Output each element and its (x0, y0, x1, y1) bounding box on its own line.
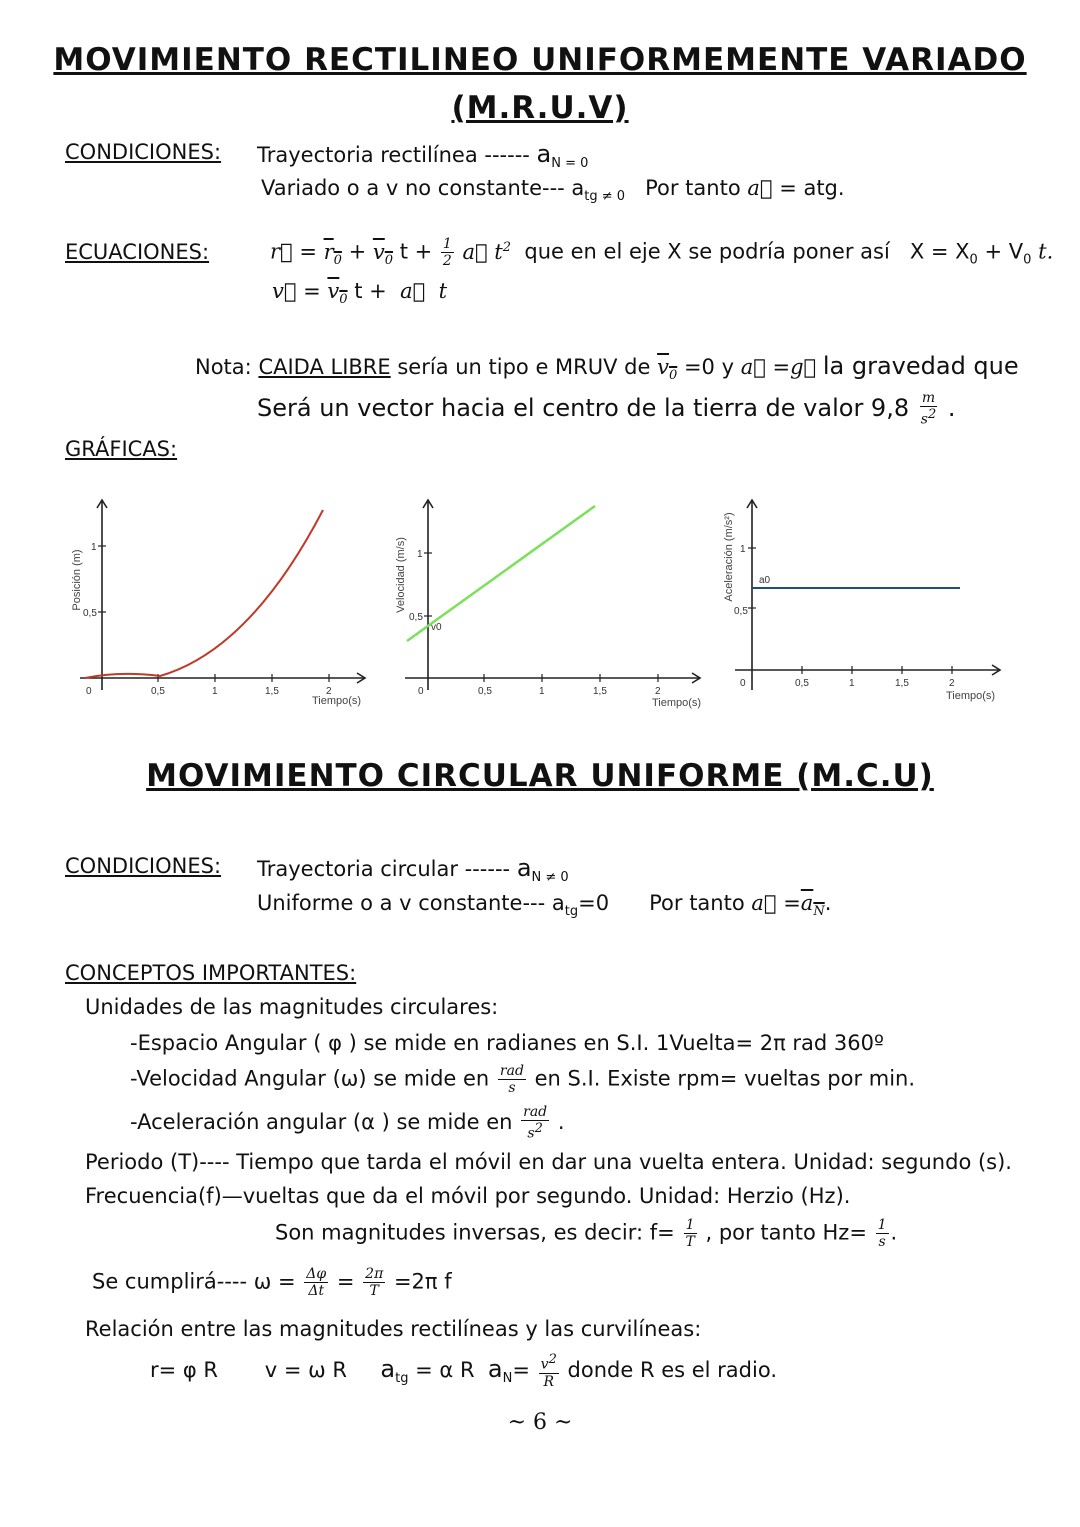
g2-xtick-2: 2 (655, 686, 661, 697)
g2-xtick-1: 1 (539, 686, 545, 697)
g1-xtick-1: 1 (212, 686, 218, 697)
g3-xtick-1: 1 (849, 678, 855, 689)
mruv-nota: Nota: CAIDA LIBRE sería un tipo e MRUV de $v_0 =0$ y a⃗ =g⃗ la gravedad que (195, 352, 1019, 384)
g1-xtick-2: 2 (326, 686, 332, 697)
mruv-subtitle: (M.R.U.V) (451, 90, 629, 126)
cumplira-text: Se cumplirá---- ω = $\frac{\Delta\varphi}{\Delta t}$ = $\frac{2\pi}{T}$ =2π f (92, 1266, 452, 1299)
mruv-condition-2: Variado o a v no constante--- $a_{tg \ne 0}$ Por tanto a⃗ = atg. (261, 176, 845, 205)
mcu-condition-2: Uniforme o a v constante--- $a_{tg}=0$ Por tanto a⃗ $=a_N$. (257, 891, 832, 920)
g1-ytick-05: 0,5 (83, 608, 97, 619)
g3-xtick-2: 2 (949, 678, 955, 689)
mruv-equation-velocity: v⃗ = $v_0$ t + a⃗ t (272, 279, 448, 308)
g2-v0-label: v0 (431, 622, 442, 633)
mcu-title: MOVIMIENTO CIRCULAR UNIFORME (M.C.U) (146, 758, 934, 794)
mruv-title: MOVIMIENTO RECTILINEO UNIFORMEMENTE VARIADO (53, 42, 1027, 78)
graph-velocity (380, 490, 710, 724)
g1-xtick-05: 0,5 (151, 686, 165, 697)
g2-ytick-1: 1 (417, 549, 423, 560)
g3-ytick-05: 0,5 (734, 606, 748, 617)
conceptos-label: CONCEPTOS IMPORTANTES: (65, 961, 357, 985)
graficas-label: GRÁFICAS: (65, 437, 178, 461)
g1-xtick-0: 0 (86, 686, 92, 697)
g3-ytick-1: 1 (740, 544, 746, 555)
graph-acceleration (710, 490, 1030, 724)
g2-xtick-05: 0,5 (478, 686, 492, 697)
periodo-text: Periodo (T)---- Tiempo que tarda el móvil en dar una vuelta entera. Unidad: segundo (s). (85, 1150, 1012, 1174)
g1-ylabel: Posición (m) (71, 549, 83, 611)
g2-ylabel: Velocidad (m/s) (395, 537, 407, 613)
mruv-condiciones-label: CONDICIONES: (65, 140, 222, 164)
g1-xtick-15: 1,5 (265, 686, 279, 697)
mruv-condition-1: Trayectoria rectilínea ------ $a_{N = 0}$ (257, 140, 589, 172)
g3-xlabel: Tiempo(s) (946, 690, 996, 702)
relacion-formulas: r= φ R v = ω R $a_{tg} = \alpha$ R $a_N=$ $\frac{v^2}{R}$ donde R es el radio. (150, 1352, 777, 1390)
g3-xtick-0: 0 (740, 678, 746, 689)
g2-xtick-0: 0 (418, 686, 424, 697)
unidades-text: Unidades de las magnitudes circulares: (85, 995, 499, 1019)
mruv-nota-line-2: Será un vector hacia el centro de la tierra de valor 9,8 $\frac{m}{s^2}$ . (257, 390, 956, 428)
mcu-condition-1: Trayectoria circular ------ $a_{N \ne 0}$ (257, 854, 569, 886)
velocidad-angular-text: -Velocidad Angular (ω) se mide en $\frac{\text{rad}}{s}$ en S.I. Existe rpm= vueltas por min. (130, 1063, 916, 1096)
aceleracion-angular-text: -Aceleración angular (α ) se mide en $\frac{\text{rad}}{s^2}$ . (130, 1104, 565, 1142)
g3-a0-label: a0 (759, 575, 771, 586)
g3-xtick-15: 1,5 (895, 678, 909, 689)
mruv-equation-position: r⃗ = $r_0 + v_0$ t + $\frac{1}{2}$ a⃗ $t^2$ que en el eje X se podría poner así $X = X_0 + V_0$ t. (270, 236, 1054, 269)
g2-ytick-05: 0,5 (409, 612, 423, 623)
g3-xtick-05: 0,5 (795, 678, 809, 689)
g2-xlabel: Tiempo(s) (652, 697, 702, 709)
position-curve (85, 510, 323, 678)
g3-ylabel: Aceleración (m/s²) (723, 512, 735, 602)
g2-xtick-15: 1,5 (593, 686, 607, 697)
espacio-angular-text: -Espacio Angular ( φ ) se mide en radianes en S.I. 1Vuelta= 2π rad 360º (130, 1031, 884, 1055)
g1-ytick-1: 1 (91, 542, 97, 553)
mruv-ecuaciones-label: ECUACIONES: (65, 240, 210, 264)
velocity-line (407, 506, 595, 641)
graph-position (60, 490, 380, 724)
page-number: ~ 6 ~ (507, 1410, 573, 1435)
mcu-condiciones-label: CONDICIONES: (65, 854, 222, 878)
relacion-text: Relación entre las magnitudes rectilíneas y las curvilíneas: (85, 1317, 702, 1341)
frecuencia-text: Frecuencia(f)—vueltas que da el móvil por segundo. Unidad: Herzio (Hz). (85, 1184, 851, 1208)
g1-xlabel: Tiempo(s) (312, 695, 362, 707)
inversas-text: Son magnitudes inversas, es decir: f= $\frac{1}{T}$ , por tanto Hz= $\frac{1}{s}$ . (275, 1217, 898, 1250)
